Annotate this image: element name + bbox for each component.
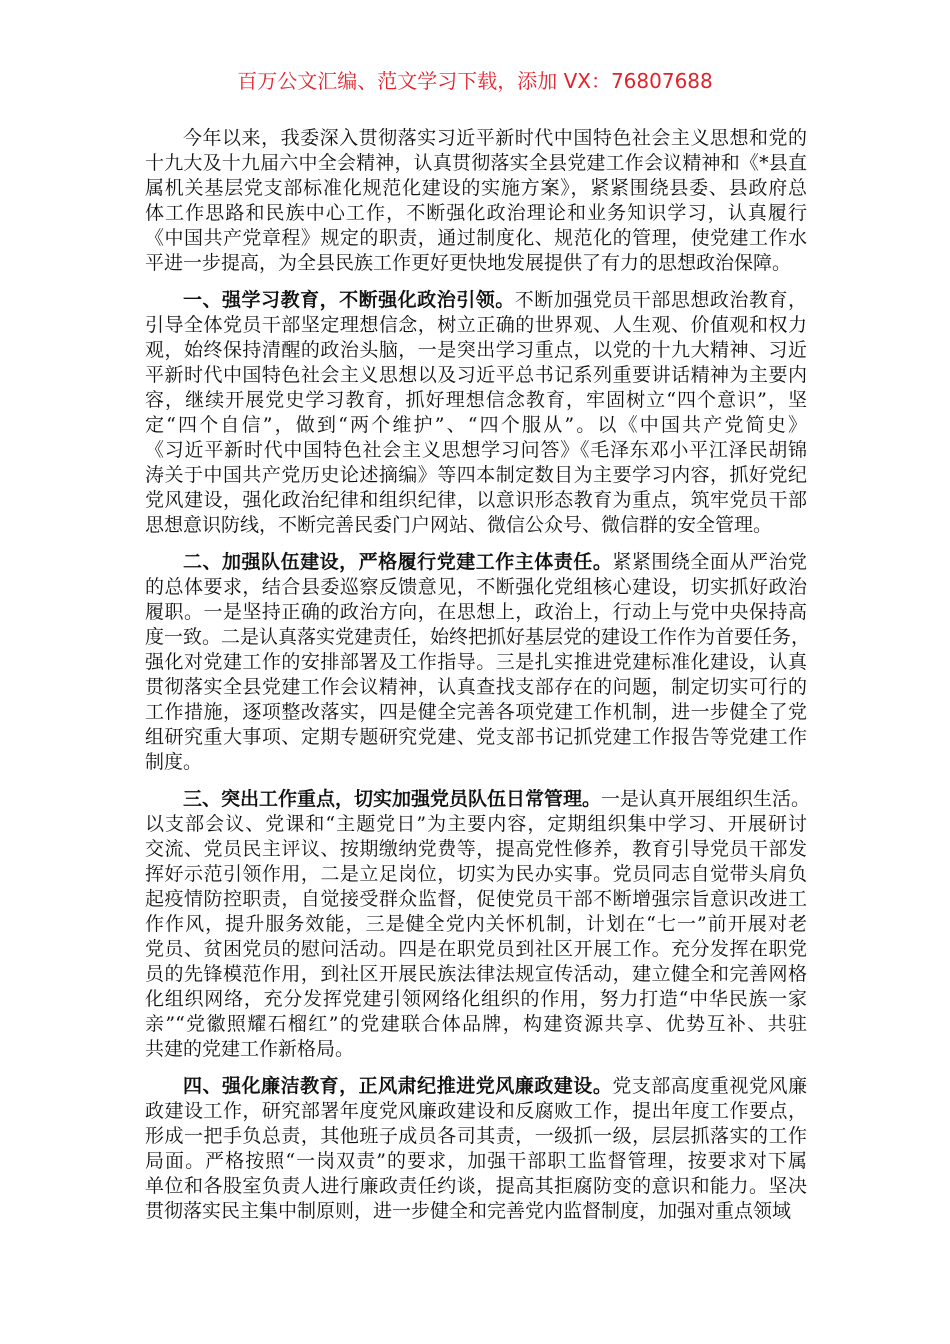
paragraph-text: 不断加强党员干部思想政治教育，: [514, 289, 807, 311]
paragraph-line: [145, 550, 807, 575]
paragraph-line: 贯彻落实民主集中制原则，进一步健全和完善党内监督制度，加强对重点领域: [145, 1200, 792, 1222]
paragraph-text: 党支部高度重视党风廉: [612, 1075, 807, 1097]
paragraph-line: 履职。一是坚持正确的政治方向，在思想上，政治上，行动上与党中央保持高: [145, 601, 807, 623]
paragraph-line: 定“四个自信”，做到“两个维护”、“四个服从”。以《中国共产党简史》: [145, 414, 807, 436]
paragraph-line: [145, 126, 807, 151]
paragraph-line: [145, 288, 807, 313]
paragraph-line: 局面。严格按照“一岗双责”的要求，加强干部职工监督管理，按要求对下属: [145, 1150, 807, 1172]
section-heading: 一、强学习教育，不断强化政治引领。: [183, 289, 515, 311]
paragraph-line: 亲”“党徽照耀石榴红”的党建联合体品牌，构建资源共享、优势互补、共驻: [145, 1013, 807, 1035]
paragraph-line: 《中国共产党章程》规定的职责，通过制度化、规范化的管理，使党建工作水: [145, 227, 807, 249]
paragraph-text: 今年以来，我委深入贯彻落实习近平新时代中国特色社会主义思想和党的: [183, 127, 807, 149]
paragraph-line: 涛关于中国共产党历史论述摘编》等四本制定数目为主要学习内容，抓好党纪: [145, 464, 807, 486]
paragraph-line: 交流、党员民主评议、按期缴纳党费等，提高党性修养，教育引导党员干部发: [145, 838, 807, 860]
paragraph: [145, 126, 807, 276]
paragraph-line: 党风建设，强化政治纪律和组织纪律，以意识形态教育为重点，筑牢党员干部: [145, 489, 807, 511]
paragraph-line: 《习近平新时代中国特色社会主义思想学习问答》《毛泽东邓小平江泽民胡锦: [145, 439, 807, 461]
paragraph: [145, 787, 811, 1062]
paragraph-line: [145, 787, 811, 812]
paragraph-text: 一是认真开展组织生活。: [601, 788, 811, 810]
paragraph-line: 强化对党建工作的安排部署及工作指导。三是扎实推进党建标准化建设，认真: [145, 651, 807, 673]
paragraph-line: 作作风，提升服务效能，三是健全党内关怀机制，计划在“七一”前开展对老: [145, 913, 807, 935]
paragraph-line: 组研究重大事项、定期专题研究党建、党支部书记抓党建工作报告等党建工作: [145, 726, 807, 748]
paragraph-line: 观，始终保持清醒的政治头脑，一是突出学习重点，以党的十九大精神、习近: [145, 339, 807, 361]
paragraph-line: 平进一步提高，为全县民族工作更好更快地发展提供了有力的思想政治保障。: [145, 252, 792, 274]
paragraph-line: 单位和各股室负责人进行廉政责任约谈，提高其拒腐防变的意识和能力。坚决: [145, 1175, 807, 1197]
paragraph-line: 度一致。二是认真落实党建责任，始终把抓好基层党的建设工作作为首要任务，: [145, 626, 811, 648]
paragraph-line: 党员、贫困党员的慰问活动。四是在职党员到社区开展工作。充分发挥在职党: [145, 938, 807, 960]
paragraph-line: 制度。: [145, 751, 203, 773]
section-heading: 三、突出工作重点，切实加强党员队伍日常管理。: [183, 788, 602, 810]
paragraph: [145, 550, 811, 775]
paragraph-line: 属机关基层党支部标准化规范化建设的实施方案》，紧紧围绕县委、县政府总: [145, 177, 807, 199]
paragraph-line: 工作措施，逐项整改落实，四是健全完善各项党建工作机制，进一步健全了党: [145, 701, 807, 723]
paragraph-line: 引导全体党员干部坚定理想信念，树立正确的世界观、人生观、价值观和权力: [145, 314, 807, 336]
paragraph-line: 平新时代中国特色社会主义思想以及习近平总书记系列重要讲话精神为主要内: [145, 364, 807, 386]
paragraph-line: 起疫情防控职责，自觉接受群众监督，促使党员干部不断增强宗旨意识改进工: [145, 888, 807, 910]
watermark-banner: 百万公文汇编、范文学习下载，添加 VX：76807688: [237, 69, 713, 93]
paragraph-line: 政建设工作，研究部署年度党风廉政建设和反腐败工作，提出年度工作要点，: [145, 1100, 807, 1122]
paragraph-line: 共建的党建工作新格局。: [145, 1038, 355, 1060]
paragraph-line: 形成一把手负总责，其他班子成员各司其责，一级抓一级，层层抓落实的工作: [145, 1125, 807, 1147]
paragraph-line: [145, 1074, 807, 1099]
paragraph-line: 化组织网络，充分发挥党建引领网络化组织的作用，努力打造“中华民族一家: [145, 988, 807, 1010]
paragraph: [145, 288, 807, 538]
section-heading: 二、加强队伍建设，严格履行党建工作主体责任。: [183, 551, 613, 573]
paragraph-line: 以支部会议、党课和“主题党日”为主要内容，定期组织集中学习、开展研讨: [145, 813, 807, 835]
paragraph-line: 十九大及十九届六中全会精神，认真贯彻落实全县党建工作会议精神和《*县直: [145, 152, 807, 174]
paragraph-line: 体工作思路和民族中心工作，不断强化政治理论和业务知识学习，认真履行: [145, 202, 807, 224]
paragraph-text: 紧紧围绕全面从严治党: [612, 551, 807, 573]
document-body: [145, 126, 811, 1236]
paragraph-line: 的总体要求，结合县委巡察反馈意见，不断强化党组核心建设，切实抓好政治: [145, 576, 807, 598]
section-heading: 四、强化廉洁教育，正风肃纪推进党风廉政建设。: [183, 1075, 613, 1097]
paragraph-line: 思想意识防线，不断完善民委门户网站、微信公众号、微信群的安全管理。: [145, 514, 773, 536]
paragraph-line: 贯彻落实全县党建工作会议精神，认真查找支部存在的问题，制定切实可行的: [145, 676, 807, 698]
paragraph-line: 容，继续开展党史学习教育，抓好理想信念教育，牢固树立“四个意识”，坚: [145, 389, 807, 411]
paragraph: [145, 1074, 807, 1224]
paragraph-line: 员的先锋模范作用，到社区开展民族法律法规宣传活动，建立健全和完善网格: [145, 963, 807, 985]
paragraph-line: 挥好示范引领作用，二是立足岗位，切实为民办实事。党员同志自觉带头肩负: [145, 863, 807, 885]
